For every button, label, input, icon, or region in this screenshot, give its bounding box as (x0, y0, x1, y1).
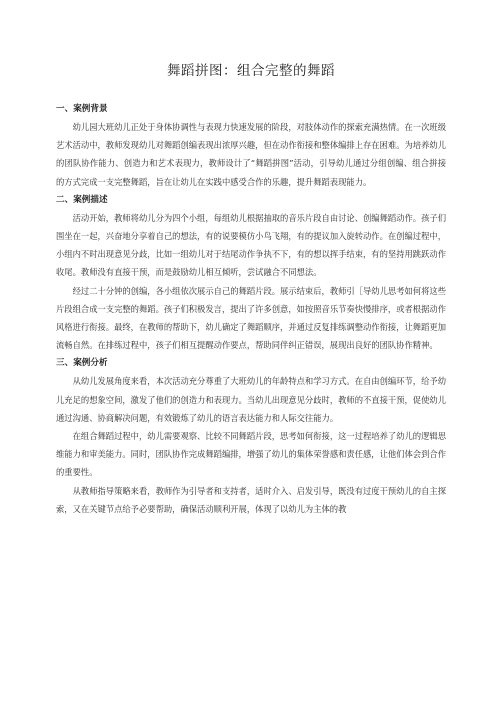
section-analysis (56, 354, 446, 518)
paragraph: 在组合舞蹈过程中，幼儿需要观察、比较不同舞蹈片段，思考如何衔接，这一过程培养了幼儿的逻辑思维能力和审美能力。同时，团队协作完成舞蹈编排，增强了幼儿的集体荣誉感和责任感，让他们体会到合作的重要性。 (56, 431, 446, 478)
paragraph: 幼儿园大班幼儿正处于身体协调性与表现力快速发展的阶段，对肢体动作的探索充满热情。在一次班级艺术活动中，教师发现幼儿对舞蹈创编表现出浓厚兴趣，但在动作衔接和整体编排上存在困难。为培养幼儿的团队协作能力、创造力和艺术表现力，教师设计了“舞蹈拼图”活动，引导幼儿通过分组创编、组合拼接的方式完成一支完整舞蹈，旨在让幼儿在实践中感受合作的乐趣，提升舞蹈表现能力。 (56, 122, 446, 187)
section-heading: 二、案例描述 (56, 194, 108, 205)
paragraph: 从幼儿发展角度来看，本次活动充分尊重了大班幼儿的年龄特点和学习方式。在自由创编环节，给予幼儿充足的想象空间，激发了他们的创造力和表现力。当幼儿出现意见分歧时，教师的不直接干预，促使幼儿通过沟通、协商解决问题，有效锻炼了幼儿的语言表达能力和人际交往能力。 (56, 376, 446, 423)
section-background (56, 100, 446, 191)
paragraph: 活动开始，教师将幼儿分为四个小组，每组幼儿根据抽取的音乐片段自由讨论、创编舞蹈动作。孩子们围坐在一起，兴奋地分享着自己的想法，有的说要模仿小鸟飞翔，有的提议加入旋转动作。在创编过程中，小组内不时出现意见分歧，比如一组幼儿对于结尾动作争执不下，有的想以挥手结束，有的坚持用跳跃动作收尾。教师没有直接干预，而是鼓励幼儿相互倾听，尝试融合不同想法。 (56, 212, 446, 278)
document-page (56, 62, 446, 518)
section-heading: 三、案例分析 (56, 358, 108, 369)
paragraph: 从教师指导策略来看，教师作为引导者和支持者，适时介入、启发引导，既没有过度干预幼儿的自主探索，又在关键节点给予必要帮助，确保活动顺利开展，体现了以幼儿为主体的教 (56, 485, 446, 514)
section-heading: 一、案例背景 (56, 104, 108, 114)
paragraph: 经过二十分钟的创编，各小组依次展示自己的舞蹈片段。展示结束后，教师引［导幼儿思考如何将这些片段组合成一支完整的舞蹈。孩子们积极发言，提出了许多创意，如按照音乐节奏快慢排序，或者根据动作风格进行衔接。最终，在教师的帮助下，幼儿确定了舞蹈顺序，并通过反复排练调整动作衔接，让舞蹈更加流畅自然。在排练过程中，孩子们相互提醒动作要点，帮助同伴纠正错误，展现出良好的团队协作精神。 (56, 285, 446, 351)
document-title: 舞蹈拼图：组合完整的舞蹈 (167, 63, 335, 79)
section-description (56, 191, 446, 355)
